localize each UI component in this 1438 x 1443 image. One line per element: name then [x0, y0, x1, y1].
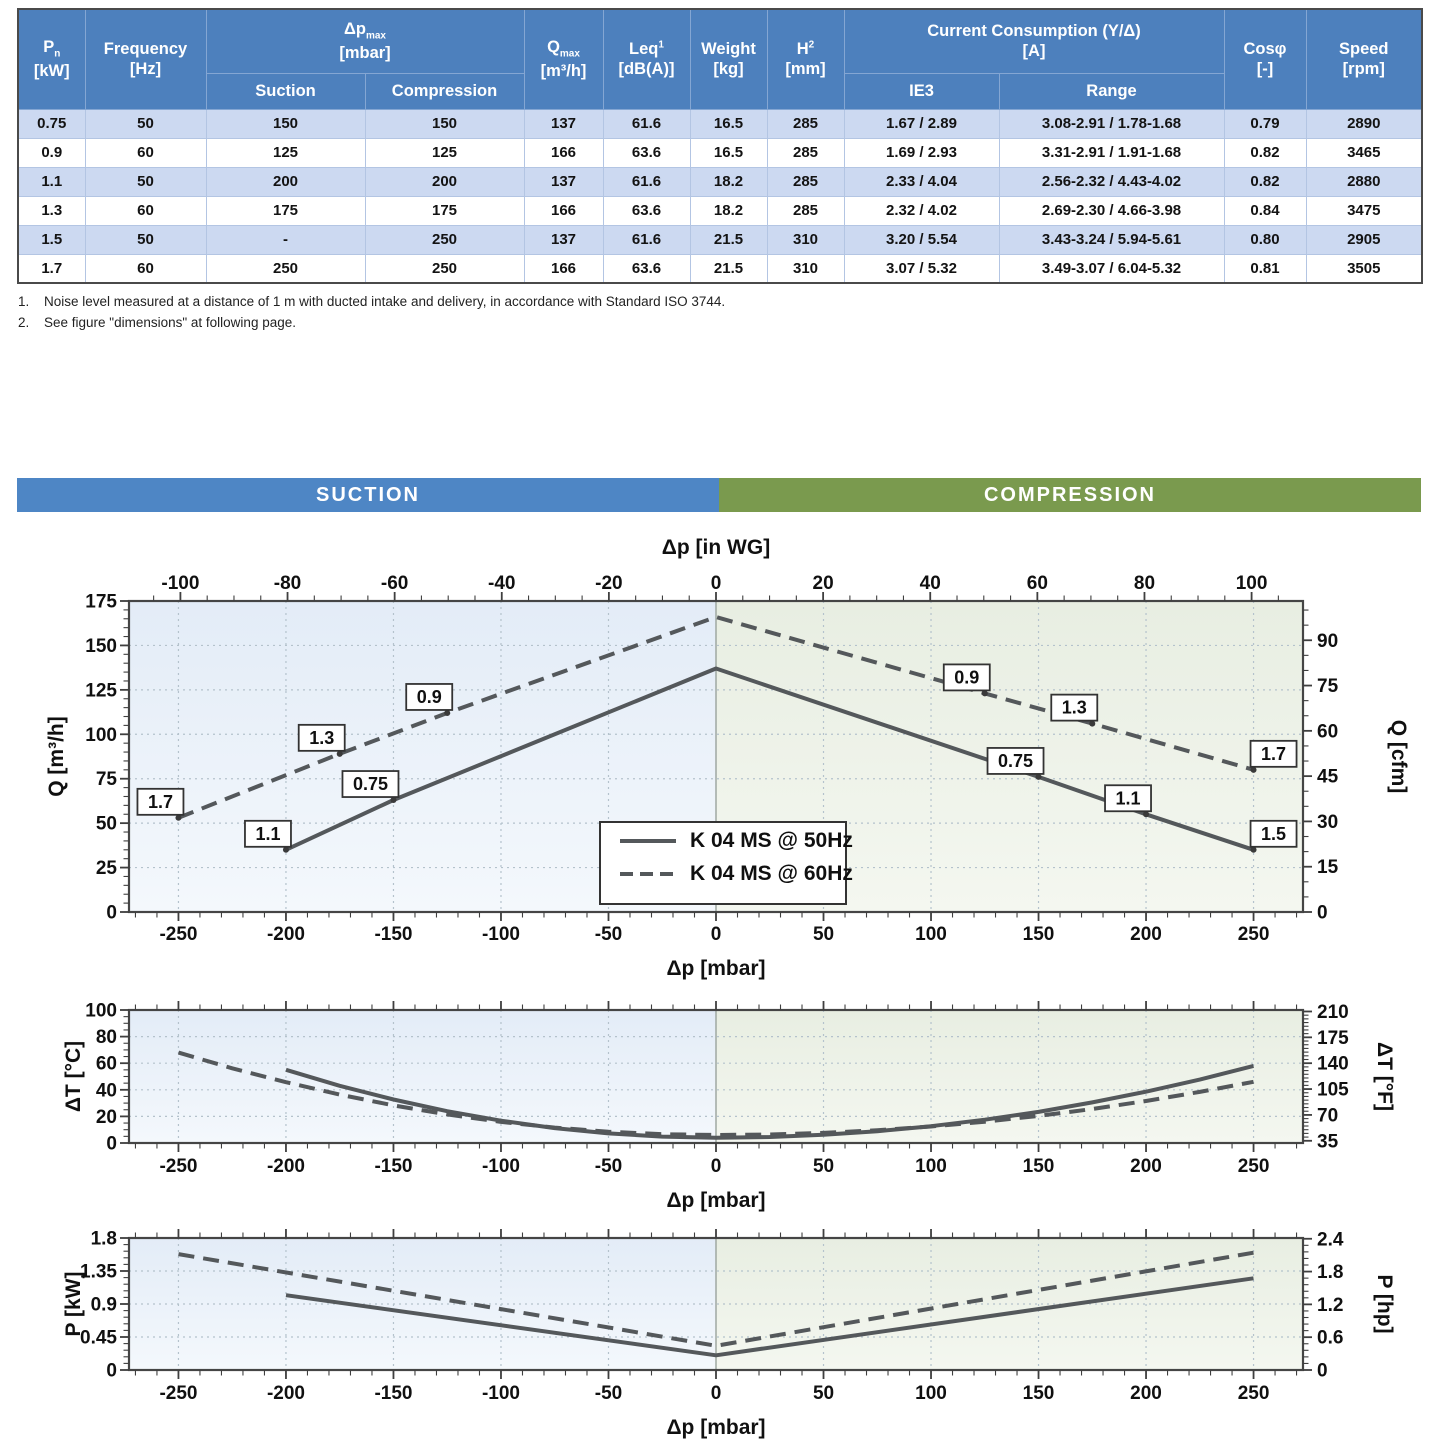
svg-text:-100: -100 — [161, 573, 200, 594]
table-header-cell: Speed [rpm] — [1306, 9, 1422, 109]
svg-text:-50: -50 — [594, 1156, 623, 1177]
svg-text:25: 25 — [95, 858, 117, 880]
svg-text:75: 75 — [95, 769, 117, 791]
table-cell: 250 — [206, 254, 365, 283]
svg-text:0.9: 0.9 — [90, 1294, 117, 1316]
svg-text:100: 100 — [915, 1156, 947, 1177]
svg-text:20: 20 — [95, 1106, 117, 1128]
svg-text:Q [cfm]: Q [cfm] — [1387, 719, 1410, 794]
svg-text:0: 0 — [106, 1133, 117, 1155]
table-cell: 60 — [85, 138, 206, 167]
table-row — [18, 167, 1422, 196]
svg-text:200: 200 — [1130, 924, 1162, 945]
svg-text:175: 175 — [1317, 1027, 1349, 1049]
table-cell: 21.5 — [690, 225, 767, 254]
svg-text:20: 20 — [812, 573, 834, 594]
svg-text:-50: -50 — [594, 1383, 623, 1404]
svg-text:ΔT [°C]: ΔT [°C] — [62, 1040, 85, 1113]
svg-text:Δp [mbar]: Δp [mbar] — [666, 1189, 766, 1212]
table-cell: 1.3 — [18, 196, 85, 225]
svg-text:100: 100 — [85, 724, 117, 746]
compression-banner-label: COMPRESSION — [719, 478, 1421, 512]
svg-text:250: 250 — [1237, 1383, 1270, 1404]
table-row — [18, 109, 1422, 138]
table-cell: 166 — [524, 196, 603, 225]
svg-text:60: 60 — [1317, 721, 1339, 743]
svg-text:100: 100 — [85, 1000, 117, 1022]
svg-text:P [kW]: P [kW] — [62, 1271, 85, 1337]
table-cell: 16.5 — [690, 109, 767, 138]
table-header-cell: $H^2$ [mm] — [767, 9, 844, 109]
svg-text:K 04 MS @ 60Hz: K 04 MS @ 60Hz — [690, 862, 853, 885]
svg-text:0: 0 — [710, 573, 722, 594]
svg-text:0.9: 0.9 — [416, 686, 442, 707]
svg-text:Q [m³/h]: Q [m³/h] — [45, 716, 68, 797]
table-cell: - — [206, 225, 365, 254]
svg-text:45: 45 — [1317, 766, 1339, 788]
table-cell: 1.5 — [18, 225, 85, 254]
svg-text:-250: -250 — [159, 924, 198, 945]
svg-text:140: 140 — [1317, 1053, 1349, 1075]
table-cell: 125 — [365, 138, 524, 167]
table-cell: 50 — [85, 225, 206, 254]
table-cell: 2.69-2.30 / 4.66-3.98 — [999, 196, 1224, 225]
svg-text:-150: -150 — [374, 1156, 413, 1177]
table-cell: 1.7 — [18, 254, 85, 283]
table-cell: 150 — [206, 109, 365, 138]
table-cell: 63.6 — [603, 254, 690, 283]
table-cell: 1.1 — [18, 167, 85, 196]
table-cell: 137 — [524, 109, 603, 138]
svg-text:0.6: 0.6 — [1317, 1327, 1344, 1349]
table-row — [18, 254, 1422, 283]
table-cell: 18.2 — [690, 167, 767, 196]
svg-text:150: 150 — [1022, 924, 1055, 945]
footnotes — [16, 292, 725, 334]
table-cell: 2.32 / 4.02 — [844, 196, 999, 225]
table-cell: 137 — [524, 167, 603, 196]
table-cell: 175 — [206, 196, 365, 225]
svg-text:250: 250 — [1237, 924, 1270, 945]
svg-text:1.1: 1.1 — [255, 823, 281, 844]
temperature-rise-chart — [0, 1000, 1438, 1223]
table-subheader-cell: Compression — [365, 73, 524, 109]
table-cell: 175 — [365, 196, 524, 225]
table-cell: 61.6 — [603, 167, 690, 196]
suction-banner-label: SUCTION — [17, 478, 719, 512]
table-header-cell: Weight [kg] — [690, 9, 767, 109]
svg-text:0: 0 — [710, 1156, 722, 1177]
table-row — [18, 225, 1422, 254]
svg-text:Δp [in WG]: Δp [in WG] — [661, 536, 771, 559]
svg-text:0: 0 — [710, 924, 722, 945]
table-cell: 285 — [767, 167, 844, 196]
table-cell: 250 — [365, 225, 524, 254]
svg-text:105: 105 — [1317, 1079, 1349, 1101]
table-cell: 2.33 / 4.04 — [844, 167, 999, 196]
table-cell: 200 — [206, 167, 365, 196]
svg-text:-100: -100 — [481, 1383, 520, 1404]
svg-text:1.8: 1.8 — [1317, 1262, 1344, 1284]
table-cell: 1.67 / 2.89 — [844, 109, 999, 138]
svg-text:40: 40 — [919, 573, 941, 594]
svg-text:150: 150 — [85, 635, 117, 657]
svg-text:-150: -150 — [374, 924, 413, 945]
table-cell: 200 — [365, 167, 524, 196]
svg-text:50: 50 — [95, 813, 117, 835]
table-cell: 50 — [85, 167, 206, 196]
flow-vs-pressure-chart — [0, 530, 1438, 1000]
table-cell: 3.20 / 5.54 — [844, 225, 999, 254]
svg-text:0.45: 0.45 — [80, 1327, 117, 1349]
svg-text:P [hp]: P [hp] — [1373, 1274, 1396, 1334]
svg-text:150: 150 — [1022, 1383, 1055, 1404]
table-cell: 2905 — [1306, 225, 1422, 254]
table-header-cell: $P_n$ [kW] — [18, 9, 85, 109]
table-header-cell: $Q_{max}$ [m³/h] — [524, 9, 603, 109]
table-cell: 16.5 — [690, 138, 767, 167]
table-cell: 0.9 — [18, 138, 85, 167]
svg-text:2.4: 2.4 — [1317, 1229, 1344, 1251]
svg-text:35: 35 — [1317, 1131, 1339, 1153]
table-cell: 2880 — [1306, 167, 1422, 196]
svg-text:100: 100 — [915, 1383, 947, 1404]
table-cell: 2890 — [1306, 109, 1422, 138]
svg-text:-250: -250 — [159, 1156, 198, 1177]
table-cell: 2.56-2.32 / 4.43-4.02 — [999, 167, 1224, 196]
table-cell: 63.6 — [603, 196, 690, 225]
svg-text:150: 150 — [1022, 1156, 1055, 1177]
table-row — [18, 196, 1422, 225]
table-cell: 285 — [767, 138, 844, 167]
svg-text:0: 0 — [1317, 902, 1328, 924]
table-cell: 3.08-2.91 / 1.78-1.68 — [999, 109, 1224, 138]
table-cell: 166 — [524, 254, 603, 283]
svg-text:1.5: 1.5 — [1261, 823, 1287, 844]
svg-text:0: 0 — [106, 1360, 117, 1382]
table-cell: 3.07 / 5.32 — [844, 254, 999, 283]
svg-text:200: 200 — [1130, 1383, 1162, 1404]
svg-text:0: 0 — [106, 902, 117, 924]
table-cell: 0.82 — [1224, 167, 1306, 196]
svg-text:-200: -200 — [266, 1383, 305, 1404]
spec-table — [17, 8, 1423, 284]
svg-text:100: 100 — [1235, 573, 1268, 594]
table-cell: 63.6 — [603, 138, 690, 167]
table-cell: 1.69 / 2.93 — [844, 138, 999, 167]
svg-text:200: 200 — [1130, 1156, 1162, 1177]
svg-text:1.8: 1.8 — [90, 1228, 117, 1250]
svg-text:-80: -80 — [273, 573, 302, 594]
svg-text:-20: -20 — [595, 573, 623, 594]
table-cell: 3505 — [1306, 254, 1422, 283]
svg-text:70: 70 — [1317, 1105, 1339, 1127]
svg-text:-200: -200 — [266, 924, 305, 945]
svg-text:1.7: 1.7 — [147, 791, 173, 812]
svg-text:90: 90 — [1317, 630, 1339, 652]
table-cell: 61.6 — [603, 109, 690, 138]
spec-table-body — [18, 109, 1422, 283]
svg-text:-250: -250 — [159, 1383, 198, 1404]
svg-text:1.3: 1.3 — [1061, 697, 1087, 718]
table-cell: 0.81 — [1224, 254, 1306, 283]
table-cell: 166 — [524, 138, 603, 167]
svg-text:40: 40 — [95, 1080, 117, 1102]
table-cell: 3.31-2.91 / 1.91-1.68 — [999, 138, 1224, 167]
table-cell: 0.80 — [1224, 225, 1306, 254]
svg-text:30: 30 — [1317, 811, 1339, 833]
table-cell: 125 — [206, 138, 365, 167]
svg-text:-100: -100 — [481, 924, 520, 945]
svg-text:-200: -200 — [266, 1156, 305, 1177]
svg-text:1.2: 1.2 — [1317, 1294, 1344, 1316]
table-header-cell: Leq$^1$ [dB(A)] — [603, 9, 690, 109]
svg-text:Δp [mbar]: Δp [mbar] — [666, 957, 766, 980]
table-cell: 3.49-3.07 / 6.04-5.32 — [999, 254, 1224, 283]
svg-text:80: 80 — [1133, 573, 1156, 594]
table-cell: 60 — [85, 196, 206, 225]
svg-text:250: 250 — [1237, 1156, 1270, 1177]
table-cell: 310 — [767, 254, 844, 283]
svg-text:1.3: 1.3 — [309, 727, 335, 748]
svg-text:-100: -100 — [481, 1156, 520, 1177]
table-cell: 250 — [365, 254, 524, 283]
table-header-cell: Frequency [Hz] — [85, 9, 206, 109]
svg-text:Δp [mbar]: Δp [mbar] — [666, 1416, 766, 1439]
svg-text:75: 75 — [1317, 676, 1339, 698]
table-cell: 0.79 — [1224, 109, 1306, 138]
table-cell: 0.75 — [18, 109, 85, 138]
table-subheader-cell: Suction — [206, 73, 365, 109]
svg-text:0.75: 0.75 — [998, 750, 1034, 771]
table-header-cell: Current Consumption (Y/Δ) [A] — [844, 9, 1224, 73]
table-row — [18, 138, 1422, 167]
svg-text:175: 175 — [85, 591, 117, 613]
svg-text:100: 100 — [915, 924, 947, 945]
footnote-line: 1. Noise level measured at a distance of 1 m with ducted intake and delivery, in accordance with Standard ISO 3744. — [18, 294, 726, 309]
svg-text:1.7: 1.7 — [1261, 743, 1287, 764]
table-cell: 0.82 — [1224, 138, 1306, 167]
table-header-cell: $\Delta p_{max}$ [mbar] — [206, 9, 524, 73]
svg-text:-50: -50 — [594, 924, 623, 945]
svg-text:1.1: 1.1 — [1115, 788, 1141, 809]
table-cell: 3475 — [1306, 196, 1422, 225]
table-cell: 0.84 — [1224, 196, 1306, 225]
table-cell: 18.2 — [690, 196, 767, 225]
svg-text:50: 50 — [812, 1383, 835, 1404]
table-cell: 61.6 — [603, 225, 690, 254]
svg-text:50: 50 — [812, 924, 835, 945]
power-consumption-chart — [0, 1223, 1438, 1443]
svg-text:K 04 MS @ 50Hz: K 04 MS @ 50Hz — [690, 829, 853, 852]
table-cell: 137 — [524, 225, 603, 254]
svg-text:60: 60 — [1026, 573, 1048, 594]
table-subheader-cell: Range — [999, 73, 1224, 109]
table-cell: 3.43-3.24 / 5.94-5.61 — [999, 225, 1224, 254]
table-cell: 285 — [767, 196, 844, 225]
table-cell: 50 — [85, 109, 206, 138]
svg-text:ΔT [°F]: ΔT [°F] — [1373, 1042, 1396, 1111]
svg-text:1.35: 1.35 — [80, 1261, 117, 1283]
table-header-cell: Cosφ [-] — [1224, 9, 1306, 109]
svg-text:0: 0 — [1317, 1360, 1328, 1382]
svg-text:50: 50 — [812, 1156, 835, 1177]
svg-text:60: 60 — [95, 1053, 117, 1075]
table-cell: 285 — [767, 109, 844, 138]
spec-table-header — [18, 9, 1422, 109]
footnote-line: 2. See figure "dimensions" at following page. — [18, 314, 296, 330]
table-cell: 3465 — [1306, 138, 1422, 167]
svg-text:15: 15 — [1317, 857, 1339, 879]
table-subheader-cell: IE3 — [844, 73, 999, 109]
svg-text:80: 80 — [95, 1027, 117, 1049]
svg-text:210: 210 — [1317, 1001, 1349, 1023]
svg-text:-60: -60 — [380, 573, 409, 594]
svg-text:125: 125 — [85, 680, 117, 702]
section-banner — [17, 478, 1421, 512]
table-cell: 60 — [85, 254, 206, 283]
svg-text:0: 0 — [710, 1383, 722, 1404]
table-cell: 150 — [365, 109, 524, 138]
svg-text:0.75: 0.75 — [352, 774, 388, 795]
svg-text:-150: -150 — [374, 1383, 413, 1404]
table-cell: 310 — [767, 225, 844, 254]
table-cell: 21.5 — [690, 254, 767, 283]
svg-text:-40: -40 — [488, 573, 516, 594]
svg-text:0.9: 0.9 — [954, 667, 980, 688]
